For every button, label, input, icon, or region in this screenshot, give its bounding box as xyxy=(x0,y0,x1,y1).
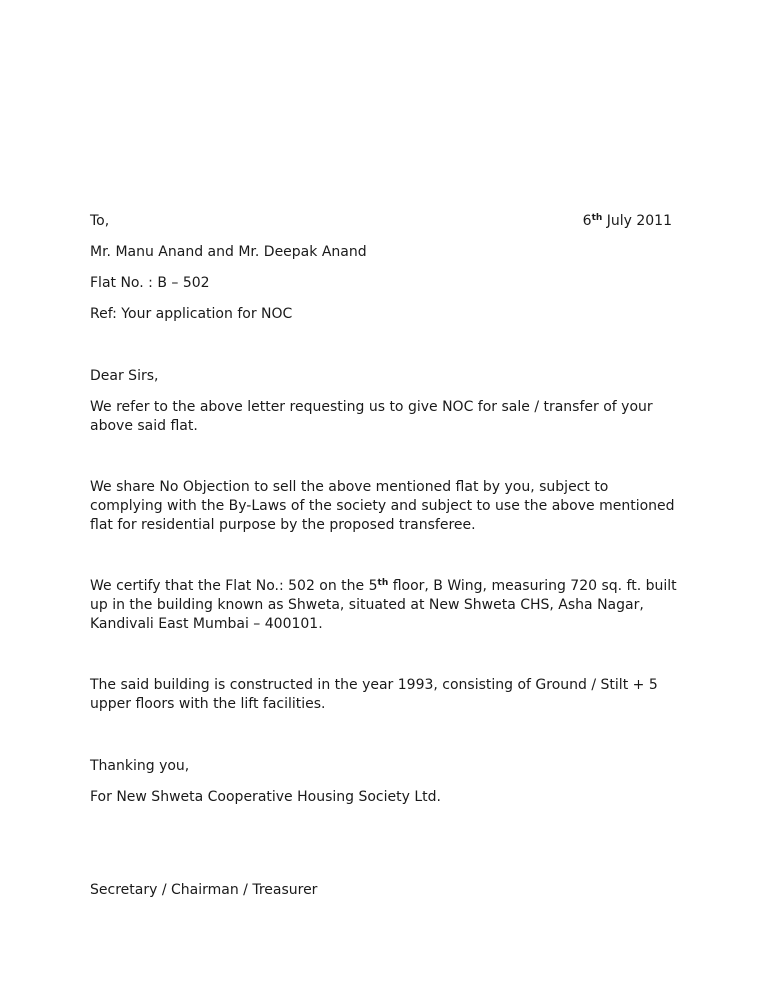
paragraph-request xyxy=(90,398,690,436)
date-day-suffix: th xyxy=(591,213,603,223)
paragraph-line: flat for residential purpose by the proposed transferee. xyxy=(90,517,476,533)
paragraph-line: We share No Objection to sell the above mentioned flat by you, subject to xyxy=(90,479,609,495)
date-day: 6 xyxy=(582,213,592,229)
paragraph-line xyxy=(90,577,690,596)
paragraph-building-info xyxy=(90,676,690,714)
paragraph-certification xyxy=(90,577,690,634)
recipient-to: To, xyxy=(90,213,110,229)
certify-text-start: We certify that the Flat No.: 502 on the 5 xyxy=(90,578,378,594)
paragraph-line: upper floors with the lift facilities. xyxy=(90,696,326,712)
paragraph-line: up in the building known as Shweta, situated at New Shweta CHS, Asha Nagar, xyxy=(90,597,644,613)
paragraph-line: The said building is constructed in the year 1993, consisting of Ground / Stilt + 5 xyxy=(90,677,658,693)
letter-date xyxy=(583,212,672,231)
signatory-titles: Secretary / Chairman / Treasurer xyxy=(90,882,318,898)
society-name: For New Shweta Cooperative Housing Society Ltd. xyxy=(90,789,441,805)
paragraph-line: complying with the By-Laws of the society and subject to use the above mentioned xyxy=(90,498,675,514)
paragraph-line: above said flat. xyxy=(90,418,198,434)
addressee-name: Mr. Manu Anand and Mr. Deepak Anand xyxy=(90,244,367,260)
paragraph-line: We refer to the above letter requesting us to give NOC for sale / transfer of your xyxy=(90,399,653,415)
closing-thanks: Thanking you, xyxy=(90,758,190,774)
paragraph-line: Kandivali East Mumbai – 400101. xyxy=(90,616,323,632)
certify-text-end: floor, B Wing, measuring 720 sq. ft. built xyxy=(388,578,677,594)
reference-line: Ref: Your application for NOC xyxy=(90,306,293,322)
date-month-year: July 2011 xyxy=(602,213,672,229)
floor-ordinal-suffix: th xyxy=(377,578,389,588)
paragraph-no-objection xyxy=(90,478,690,535)
salutation: Dear Sirs, xyxy=(90,368,159,384)
flat-number: Flat No. : B – 502 xyxy=(90,275,210,291)
